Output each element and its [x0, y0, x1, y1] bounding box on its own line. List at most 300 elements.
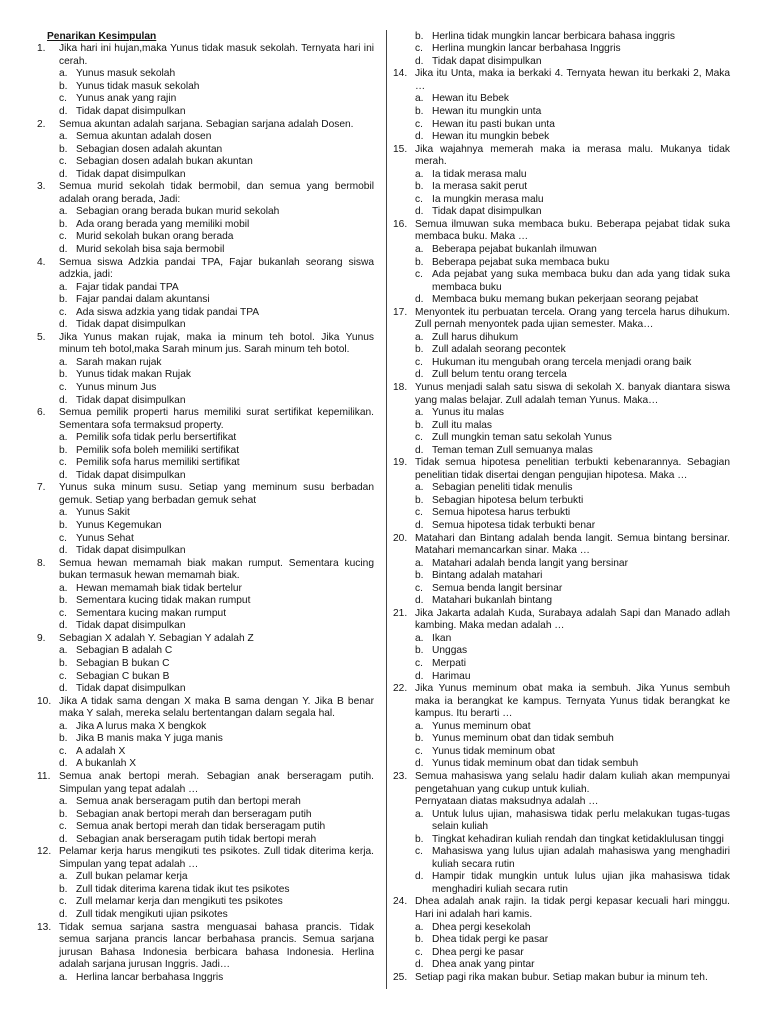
- option-text: Zull tidak diterima karena tidak ikut tes psikotes: [76, 883, 290, 895]
- option-line: [37, 809, 377, 822]
- option-text: Sementara kucing tidak makan rumput: [76, 595, 251, 607]
- option-line: [37, 972, 377, 985]
- option-letter: d.: [59, 683, 68, 695]
- option-line: [393, 934, 733, 947]
- option-letter: c.: [415, 658, 423, 670]
- option-letter: a.: [59, 720, 68, 732]
- worksheet-title: Penarikan Kesimpulan: [47, 30, 157, 42]
- option-text: Zull belum tentu orang tercela: [432, 369, 567, 381]
- option-line: [37, 896, 377, 909]
- option-letter: d.: [415, 670, 424, 682]
- question-number: 10.: [37, 695, 52, 707]
- question-line: [37, 269, 377, 282]
- option-line: [393, 257, 733, 270]
- option-line: [393, 507, 733, 520]
- question-item: [393, 972, 733, 985]
- question-line: [37, 934, 377, 947]
- option-line: [393, 206, 733, 219]
- option-line: [37, 169, 377, 182]
- option-letter: c.: [59, 745, 67, 757]
- option-letter: d.: [59, 908, 68, 920]
- option-letter: c.: [59, 821, 67, 833]
- option-letter: a.: [415, 482, 424, 494]
- question-text: Tidak semua hipotesa penelitian terbukti kebenarannya. Sebagian: [415, 457, 730, 469]
- question-number: 13.: [37, 921, 52, 933]
- question-item: [393, 219, 733, 307]
- option-text: Sebagian anak bertopi merah dan berseragam putih: [76, 808, 312, 820]
- question-line: [37, 407, 377, 420]
- option-letter: d.: [59, 469, 68, 481]
- option-letter: c.: [59, 93, 67, 105]
- question-text: Tidak semua sarjana sastra menguasai bahasa prancis. Tidak: [59, 921, 374, 933]
- question-prompt: Pernyataan diatas maksudnya adalah …: [415, 796, 599, 808]
- option-letter: a.: [59, 582, 68, 594]
- option-text: Zull tidak mengikuti ujian psikotes: [76, 908, 228, 920]
- question-line: [393, 683, 733, 696]
- option-letter: a.: [59, 432, 68, 444]
- option-text: Dhea anak yang pintar: [432, 959, 535, 971]
- option-text: Yunus anak yang rajin: [76, 93, 177, 105]
- question-line: [393, 545, 733, 558]
- option-text: kuliah secara rutin: [432, 858, 515, 870]
- option-line: [37, 884, 377, 897]
- option-letter: d.: [59, 620, 68, 632]
- option-line: [393, 294, 733, 307]
- option-text: Semua benda langit bersinar: [432, 582, 563, 594]
- question-line: [393, 319, 733, 332]
- option-text: Ia merasa sakit perut: [432, 181, 528, 193]
- option-text: Yunus itu malas: [432, 407, 504, 419]
- option-line: [37, 131, 377, 144]
- option-text: Yunus minum Jus: [76, 382, 157, 393]
- option-text: Ia tidak merasa malu: [432, 168, 527, 180]
- column-divider: [386, 30, 387, 989]
- option-line: [37, 457, 377, 470]
- option-letter: d.: [59, 319, 68, 331]
- option-line: [393, 834, 733, 847]
- question-text: Menyontek itu perbuatan tercela. Orang yang tercela harus dihukum.: [415, 306, 730, 318]
- option-letter: c.: [59, 306, 67, 318]
- option-text: Hewan itu mungkin unta: [432, 105, 542, 117]
- option-letter: c.: [59, 896, 67, 908]
- option-letter: c.: [415, 846, 423, 858]
- question-text: Simpulan yang tepat adalah …: [59, 783, 199, 795]
- option-line: [37, 382, 377, 395]
- option-text: Sebagian dosen adalah bukan akuntan: [76, 156, 253, 168]
- question-text: Semua pemilik properti harus memiliki surat sertifikat kepemilikan.: [59, 407, 374, 419]
- option-letter: a.: [415, 557, 424, 569]
- question-text: adalah sarjana jurusan Inggris. Jadi…: [59, 959, 231, 971]
- question-line: [37, 922, 377, 935]
- option-text: Semua akuntan adalah dosen: [76, 131, 212, 143]
- question-text: adalah orang berada, Jadi:: [59, 193, 181, 205]
- option-letter: a.: [59, 131, 68, 143]
- question-text: Semua hewan memamah biak makan rumput. Sementara kucing: [59, 557, 374, 569]
- question-text: kampus. Itu berarti …: [415, 708, 513, 720]
- option-line: [393, 859, 733, 872]
- option-line: [37, 821, 377, 834]
- option-letter: b.: [59, 733, 68, 745]
- question-item: [393, 307, 733, 382]
- option-line: [37, 307, 377, 320]
- option-letter: d.: [415, 131, 424, 143]
- option-line: [393, 658, 733, 671]
- option-line: [393, 93, 733, 106]
- question-line: [393, 231, 733, 244]
- option-text: Pemilik sofa harus memiliki sertifikat: [76, 457, 240, 469]
- question-text: gemuk. Setiap yang berbadan gemuk sehat: [59, 494, 257, 506]
- question-item: [393, 382, 733, 457]
- option-letter: a.: [415, 808, 424, 820]
- question-line: [393, 156, 733, 169]
- option-text: Tidak dapat disimpulkan: [432, 55, 542, 67]
- question-text: Jika Yunus makan rujak, maka ia minum teh botol. Jika Yunus: [59, 331, 374, 343]
- question-text: Jika Yunus meminum obat maka ia sembuh. Jika Yunus sembuh: [415, 683, 730, 695]
- option-letter: b.: [415, 30, 424, 42]
- option-text: Hewan itu Bebek: [432, 93, 510, 105]
- option-letter: a.: [415, 720, 424, 732]
- option-letter: c.: [415, 745, 423, 757]
- option-line: [37, 445, 377, 458]
- option-letter: b.: [59, 218, 68, 230]
- question-line: [393, 909, 733, 922]
- option-line: [37, 671, 377, 684]
- option-letter: b.: [59, 520, 68, 532]
- option-line: [393, 871, 733, 884]
- question-line: [37, 771, 377, 784]
- option-letter: a.: [59, 356, 68, 368]
- option-text: Yunus Kegemukan: [76, 520, 162, 532]
- option-letter: b.: [415, 833, 424, 845]
- question-number: 7.: [37, 482, 46, 494]
- option-letter: a.: [59, 281, 68, 293]
- option-line: [37, 244, 377, 257]
- option-text: Unggas: [432, 645, 468, 657]
- question-line: [37, 332, 377, 345]
- question-number: 4.: [37, 256, 46, 268]
- option-text: Tidak dapat disimpulkan: [76, 105, 186, 117]
- option-letter: d.: [59, 105, 68, 117]
- question-line: [393, 68, 733, 81]
- option-line: [393, 959, 733, 972]
- option-letter: b.: [415, 934, 424, 946]
- option-text: Ia mungkin merasa malu: [432, 193, 544, 205]
- option-line: [393, 106, 733, 119]
- option-text: Hewan itu pasti bukan unta: [432, 118, 555, 130]
- option-text: Murid sekolah bisa saja bermobil: [76, 243, 225, 255]
- question-item: [37, 696, 377, 771]
- option-text: Sebagian B adalah C: [76, 645, 173, 657]
- option-text: Tidak dapat disimpulkan: [76, 168, 186, 180]
- option-text: Murid sekolah bukan orang berada: [76, 231, 234, 243]
- option-letter: a.: [59, 206, 68, 218]
- option-line: [393, 56, 733, 69]
- option-line: [37, 144, 377, 157]
- question-text: Pelamar kerja harus mengikuti tes psikotes. Zull tidak diterima kerja.: [59, 846, 374, 858]
- option-line: [37, 68, 377, 81]
- question-text: merah.: [415, 156, 447, 168]
- left-column: [37, 31, 377, 985]
- option-letter: c.: [59, 231, 67, 243]
- option-line: [37, 533, 377, 546]
- option-letter: c.: [59, 457, 67, 469]
- question-line: [37, 56, 377, 69]
- option-line: [37, 909, 377, 922]
- option-line: [37, 470, 377, 483]
- option-letter: c.: [59, 532, 67, 544]
- option-letter: d.: [415, 444, 424, 456]
- option-text: Merpati: [432, 658, 466, 670]
- option-line: [393, 332, 733, 345]
- option-line: [37, 369, 377, 382]
- option-text: Tidak dapat disimpulkan: [76, 620, 186, 632]
- question-text: Dhea adalah anak rajin. Ia tidak pergi kepasar kecuali hari minggu.: [415, 896, 730, 908]
- option-letter: c.: [415, 356, 423, 368]
- question-item: [393, 31, 733, 69]
- option-text: Beberapa pejabat suka membaca buku: [432, 256, 610, 268]
- option-line: [393, 922, 733, 935]
- option-text: menghadiri kuliah secara rutin: [432, 883, 568, 895]
- option-line: [37, 834, 377, 847]
- option-text: Sebagian anak berseragam putih tidak bertopi merah: [76, 833, 317, 845]
- option-letter: b.: [59, 369, 68, 381]
- option-letter: b.: [415, 733, 424, 745]
- question-line: [393, 620, 733, 633]
- option-text: Yunus meminum obat: [432, 720, 531, 732]
- option-line: [393, 645, 733, 658]
- option-text: Fajar pandai dalam akuntansi: [76, 294, 210, 306]
- option-text: Sebagian peneliti tidak menulis: [432, 482, 573, 494]
- option-letter: a.: [59, 645, 68, 657]
- question-text: maka Y salah, mereka selalu bertentangan dalam segala hal.: [59, 708, 335, 720]
- option-letter: c.: [59, 156, 67, 168]
- option-text: Semua hipotesa harus terbukti: [432, 507, 571, 519]
- question-text: kambing. Maka medan adalah …: [415, 620, 565, 632]
- question-text: Jika Jakarta adalah Kuda, Surabaya adalah Sapi dan Manado adlah: [415, 607, 730, 619]
- question-number: 2.: [37, 118, 46, 130]
- question-number: 15.: [393, 143, 408, 155]
- question-line: [393, 470, 733, 483]
- question-line: [37, 959, 377, 972]
- option-text: Beberapa pejabat bukanlah ilmuwan: [432, 243, 597, 255]
- option-letter: c.: [415, 269, 423, 281]
- question-item: [37, 43, 377, 118]
- option-line: [393, 746, 733, 759]
- option-letter: d.: [415, 871, 424, 883]
- option-letter: b.: [59, 80, 68, 92]
- question-text: Semua mahasiswa yang selalu hadir dalam kuliah akan mempunyai: [415, 770, 730, 782]
- option-text: Sebagian hipotesa belum terbukti: [432, 494, 584, 506]
- option-letter: b.: [59, 143, 68, 155]
- option-letter: c.: [415, 582, 423, 594]
- question-item: [393, 608, 733, 683]
- option-letter: d.: [415, 206, 424, 218]
- option-line: [393, 482, 733, 495]
- option-text: Zull bukan pelamar kerja: [76, 871, 188, 883]
- option-line: [37, 156, 377, 169]
- question-text: semua sarjana prancis lancar berbahasa prancis. Semua sarjana: [59, 934, 374, 946]
- option-letter: b.: [415, 570, 424, 582]
- option-letter: c.: [415, 946, 423, 958]
- option-line: [37, 93, 377, 106]
- option-letter: c.: [415, 432, 423, 444]
- option-text: A adalah X: [76, 745, 126, 757]
- option-line: [37, 106, 377, 119]
- question-line: [37, 420, 377, 433]
- question-line: [37, 181, 377, 194]
- option-text: Hampir tidak mungkin untuk lulus ujian jika mahasiswa tidak: [432, 871, 730, 883]
- question-item: [37, 633, 377, 696]
- question-text: Sebagian X adalah Y. Sebagian Y adalah Z: [59, 632, 254, 644]
- question-number: 8.: [37, 557, 46, 569]
- question-text: Setiap pagi rika makan bubur. Setiap makan bubur ia minum teh.: [415, 971, 708, 983]
- question-text: maka ia berangkat ke kampus. Ternyata Yunus tidak berangkat ke: [415, 695, 730, 707]
- option-line: [393, 809, 733, 822]
- option-line: [37, 608, 377, 621]
- option-line: [393, 344, 733, 357]
- question-line: [37, 43, 377, 56]
- question-item: [37, 922, 377, 985]
- question-text: Yunus menjadi salah satu siswa di sekolah X. banyak diantara siswa: [415, 382, 730, 393]
- option-line: [393, 733, 733, 746]
- question-item: [393, 457, 733, 532]
- question-item: [37, 181, 377, 256]
- option-text: Yunus tidak meminum obat dan tidak sembuh: [432, 758, 639, 770]
- question-item: [393, 533, 733, 608]
- option-letter: c.: [59, 382, 67, 393]
- option-text: Sarah makan rujak: [76, 356, 162, 368]
- question-line: [393, 81, 733, 94]
- option-text: Tidak dapat disimpulkan: [76, 683, 186, 695]
- option-letter: d.: [415, 520, 424, 532]
- option-letter: b.: [59, 658, 68, 670]
- option-line: [37, 758, 377, 771]
- option-line: [393, 445, 733, 458]
- question-line: [393, 307, 733, 320]
- option-line: [393, 31, 733, 44]
- option-line: [393, 570, 733, 583]
- option-text: Ada orang berada yang memiliki mobil: [76, 218, 250, 230]
- question-number: 16.: [393, 218, 408, 230]
- option-line: [37, 620, 377, 633]
- option-letter: d.: [59, 243, 68, 255]
- option-text: Zull itu malas: [432, 419, 493, 431]
- option-text: Yunus tidak meminum obat: [432, 745, 555, 757]
- question-line: [37, 482, 377, 495]
- option-text: Yunus meminum obat dan tidak sembuh: [432, 733, 614, 745]
- option-text: A bukanlah X: [76, 758, 137, 770]
- option-text: Sementara kucing makan rumput: [76, 607, 227, 619]
- option-text: Zull mungkin teman satu sekolah Yunus: [432, 432, 612, 444]
- question-number: 25.: [393, 971, 408, 983]
- question-text: membaca buku. Maka …: [415, 231, 529, 243]
- option-text: Dhea pergi ke pasar: [432, 946, 524, 958]
- option-text: Yunus Sakit: [76, 507, 130, 519]
- option-line: [37, 507, 377, 520]
- question-text: Zull pernah menyontek pada ujian semester. Maka…: [415, 319, 654, 331]
- question-number: 19.: [393, 457, 408, 469]
- question-line: [393, 796, 733, 809]
- option-text: Zull melamar kerja dan mengikuti tes psikotes: [76, 896, 283, 908]
- option-letter: c.: [415, 43, 423, 55]
- option-text: Ada pejabat yang suka membaca buku dan ada yang tidak suka: [432, 269, 730, 281]
- option-letter: a.: [415, 632, 424, 644]
- question-number: 3.: [37, 181, 46, 193]
- option-letter: a.: [59, 971, 68, 983]
- option-letter: a.: [415, 243, 424, 255]
- question-item: [393, 771, 733, 896]
- option-line: [37, 81, 377, 94]
- question-text: Semua akuntan adalah sarjana. Sebagian sarjana adalah Dosen.: [59, 118, 354, 130]
- option-line: [37, 796, 377, 809]
- option-line: [37, 871, 377, 884]
- option-line: [393, 43, 733, 56]
- option-text: Harimau: [432, 670, 471, 682]
- question-text: bukan termasuk hewan memamah biak.: [59, 570, 240, 582]
- question-number: 22.: [393, 683, 408, 695]
- question-line: [393, 896, 733, 909]
- question-number: 12.: [37, 846, 52, 858]
- option-line: [393, 181, 733, 194]
- option-line: [393, 520, 733, 533]
- option-line: [37, 683, 377, 696]
- option-line: [393, 558, 733, 571]
- option-line: [37, 746, 377, 759]
- option-letter: c.: [415, 118, 423, 130]
- option-line: [393, 821, 733, 834]
- option-letter: d.: [415, 758, 424, 770]
- option-line: [37, 721, 377, 734]
- question-line: [37, 859, 377, 872]
- option-text: Herlina tidak mungkin lancar berbicara bahasa inggris: [432, 30, 675, 42]
- option-line: [37, 206, 377, 219]
- question-text: Jika A tidak sama dengan X maka B sama dengan Y. Jika B benar: [59, 695, 374, 707]
- question-number: 11.: [37, 770, 51, 782]
- option-line: [393, 947, 733, 960]
- option-letter: b.: [59, 808, 68, 820]
- option-line: [37, 357, 377, 370]
- option-line: [393, 357, 733, 370]
- question-line: [37, 784, 377, 797]
- question-text: Sementara sofa termaksud property.: [59, 419, 224, 431]
- question-item: [393, 144, 733, 219]
- option-text: Matahari bukanlah bintang: [432, 595, 553, 607]
- question-line: [37, 696, 377, 709]
- option-text: Bintang adalah matahari: [432, 570, 543, 582]
- option-letter: b.: [59, 294, 68, 306]
- option-letter: d.: [59, 758, 68, 770]
- option-text: Tingkat kehadiran kuliah rendah dan tingkat ketidaklulusan tinggi: [432, 833, 724, 845]
- option-text: Yunus tidak makan Rujak: [76, 369, 191, 381]
- option-letter: a.: [415, 407, 424, 419]
- option-letter: c.: [415, 193, 423, 205]
- question-line: [37, 119, 377, 132]
- question-number: 9.: [37, 632, 46, 644]
- question-line: [393, 608, 733, 621]
- option-text: Zull harus dihukum: [432, 331, 519, 343]
- option-text: Zull adalah seorang pecontek: [432, 344, 566, 356]
- option-text: Tidak dapat disimpulkan: [76, 394, 186, 406]
- option-letter: d.: [415, 959, 424, 971]
- question-text: Jika hari ini hujan,maka Yunus tidak masuk sekolah. Ternyata hari ini: [59, 43, 374, 55]
- option-text: Matahari adalah benda langit yang bersinar: [432, 557, 628, 569]
- question-line: [393, 382, 733, 395]
- question-item: [393, 68, 733, 143]
- option-text: Yunus tidak masuk sekolah: [76, 80, 200, 92]
- question-text: yang malas belajar. Zull adalah teman Yunus. Maka…: [415, 394, 659, 406]
- option-letter: a.: [59, 796, 68, 808]
- option-letter: a.: [59, 68, 68, 80]
